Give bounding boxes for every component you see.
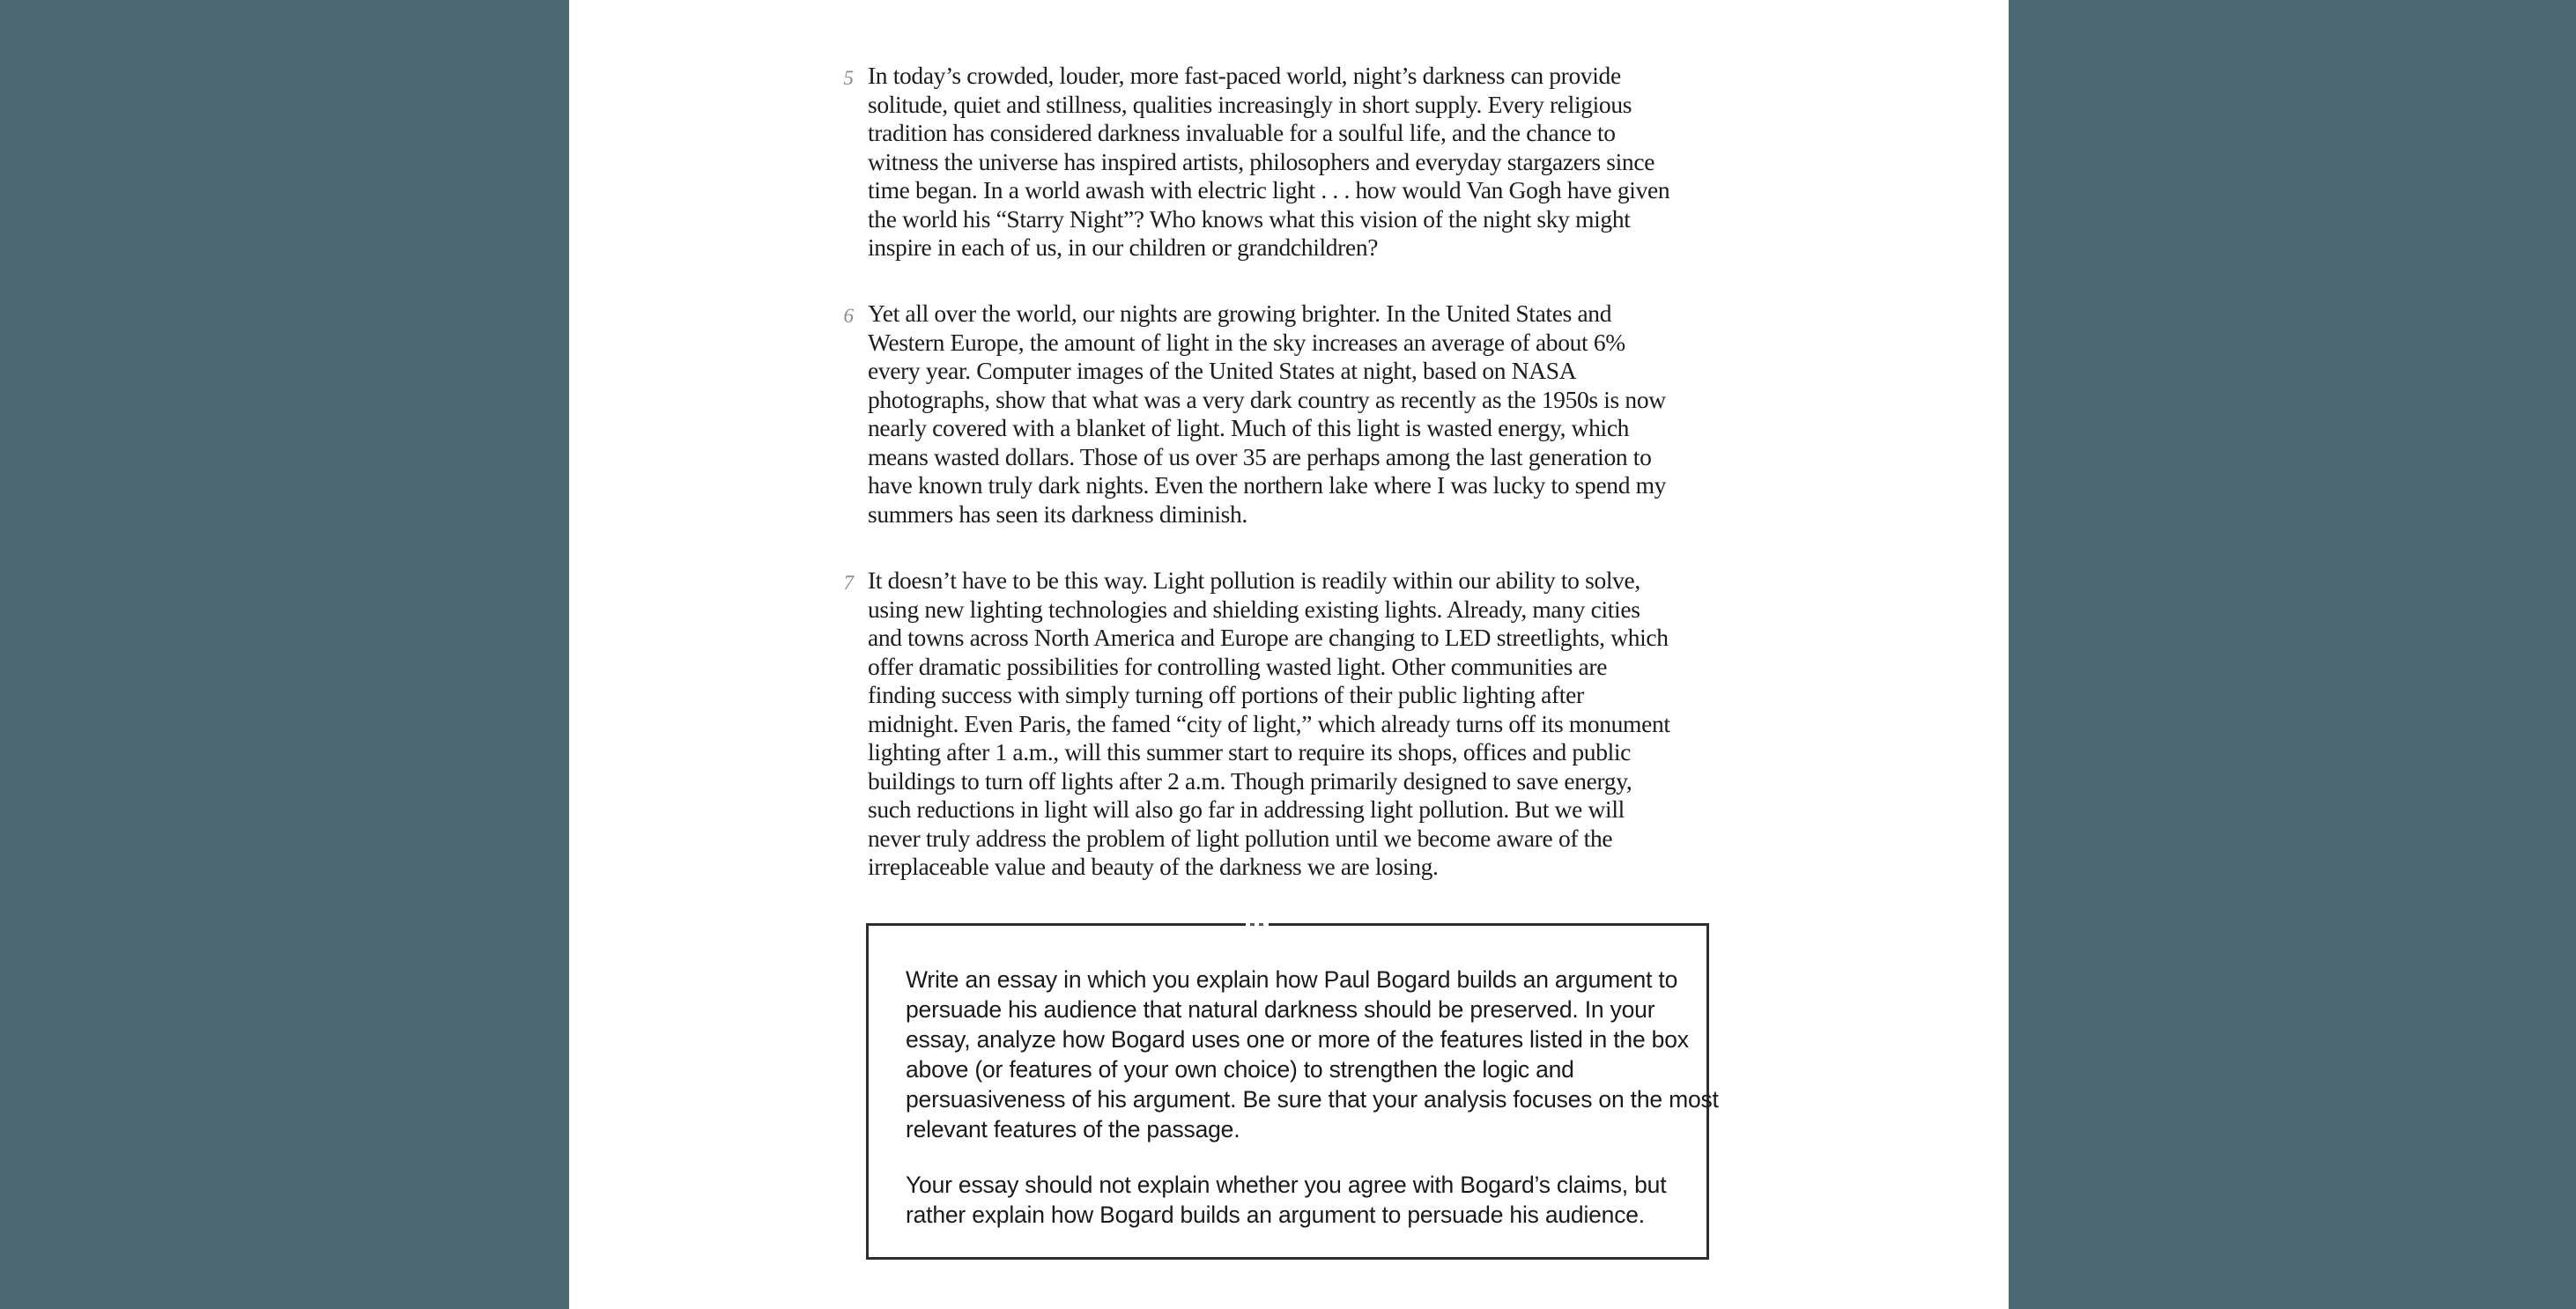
text-line: tradition has considered darkness invaluable for a soulful life, and the chance to — [868, 119, 1616, 146]
text-line: Western Europe, the amount of light in the sky increases an average of about 6% — [868, 328, 1625, 356]
text-line: photographs, show that what was a very dark country as recently as the 1950s is now — [868, 385, 1666, 413]
text-line: have known truly dark nights. Even the northern lake where I was lucky to spend my — [868, 471, 1667, 499]
passage-paragraph-5 — [843, 62, 1775, 263]
prompt-paragraph — [906, 965, 1719, 1144]
box-border-nick — [1246, 923, 1269, 926]
text-line: time began. In a world awash with electric light . . . how would Van Gogh have given — [868, 176, 1670, 203]
text-line: above (or features of your own choice) to strengthen the logic and — [906, 1056, 1574, 1083]
paragraph-number: 7 — [843, 572, 854, 594]
text-line: persuade his audience that natural darkness should be preserved. In your — [906, 996, 1655, 1023]
text-line: rather explain how Bogard builds an argument to persuade his audience. — [906, 1202, 1645, 1228]
text-line: lighting after 1 a.m., will this summer start to require its shops, offices and public — [868, 738, 1632, 765]
text-line: the world his “Starry Night”? Who knows what this vision of the night sky might — [868, 204, 1631, 233]
text-line: It doesn’t have to be this way. Light pollution is readily within our ability to solve, — [868, 566, 1640, 594]
paragraph-text — [868, 566, 1775, 882]
text-line: never truly address the problem of light pollution until we become aware of the — [868, 824, 1613, 852]
paragraph-number: 5 — [843, 67, 854, 89]
paragraph-text — [868, 300, 1775, 529]
text-line: relevant features of the passage. — [906, 1116, 1240, 1143]
passage-paragraph-6 — [843, 300, 1775, 529]
text-line: finding success with simply turning off portions of their public lighting after — [868, 681, 1584, 708]
text-line: solitude, quiet and stillness, qualities increasingly in short supply. Every religious — [868, 90, 1632, 118]
text-line: persuasiveness of his argument. Be sure that your analysis focuses on the most — [906, 1086, 1719, 1113]
left-margin-panel — [0, 0, 569, 1309]
text-line: Write an essay in which you explain how Paul Bogard builds an argument to — [906, 966, 1678, 993]
text-line: and towns across North America and Europe are changing to LED streetlights, which — [868, 624, 1669, 651]
text-line: Your essay should not explain whether you agree with Bogard’s claims, but — [906, 1172, 1667, 1198]
text-line: nearly covered with a blanket of light. Much of this light is wasted energy, which — [868, 414, 1630, 441]
paragraph-number: 6 — [843, 305, 854, 327]
paragraph-text — [868, 62, 1775, 263]
right-margin-panel — [2009, 0, 2576, 1309]
text-line: using new lighting technologies and shielding existing lights. Already, many cities — [868, 595, 1640, 623]
text-line: every year. Computer images of the United States at night, based on NASA — [868, 357, 1577, 384]
text-line: midnight. Even Paris, the famed “city of light,” which already turns off its monument — [868, 709, 1670, 737]
text-line: means wasted dollars. Those of us over 35 are perhaps among the last generation to — [868, 442, 1652, 470]
document-page[interactable] — [569, 0, 2009, 1309]
prompt-paragraph — [906, 1170, 1673, 1230]
essay-prompt-box — [866, 923, 1719, 1260]
text-line: In today’s crowded, louder, more fast-paced world, night’s darkness can provide — [868, 62, 1621, 89]
essay-prompt-text — [869, 926, 1719, 1230]
text-line: inspire in each of us, in our children or grandchildren? — [868, 233, 1379, 261]
text-line: irreplaceable value and beauty of the darkness we are losing. — [868, 853, 1439, 880]
text-line: witness the universe has inspired artists, philosophers and everyday stargazers since — [868, 147, 1655, 175]
text-line: offer dramatic possibilities for controlling wasted light. Other communities are — [868, 652, 1608, 680]
passage-paragraph-7 — [843, 566, 1775, 882]
text-line: buildings to turn off lights after 2 a.m. Though primarily designed to save energy, — [868, 766, 1632, 795]
text-line: Yet all over the world, our nights are growing brighter. In the United States and — [868, 300, 1612, 327]
text-line: essay, analyze how Bogard uses one or more of the features listed in the box — [906, 1026, 1689, 1053]
text-line: summers has seen its darkness diminish. — [868, 499, 1247, 528]
text-line: such reductions in light will also go far in addressing light pollution. But we will — [868, 795, 1625, 823]
